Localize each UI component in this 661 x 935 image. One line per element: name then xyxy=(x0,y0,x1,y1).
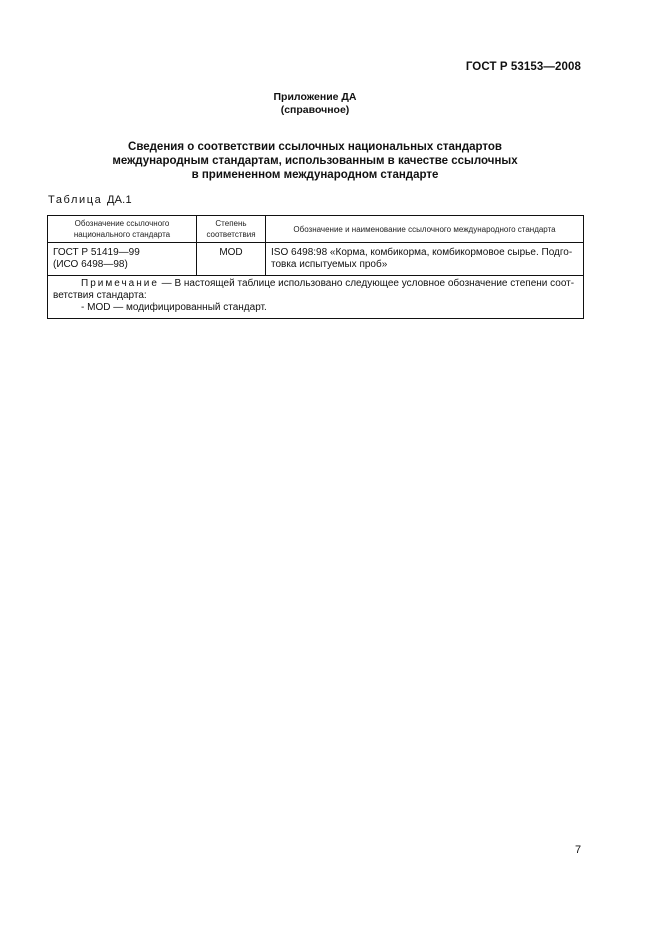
national-standard-code: ГОСТ Р 51419—99 xyxy=(53,247,140,258)
table-row xyxy=(48,243,584,276)
header-national-standard: Обозначение ссылочного национального стандарта xyxy=(48,216,197,243)
section-title-line: в примененном международном стандарте xyxy=(191,169,439,181)
table-caption-number: ДА.1 xyxy=(107,194,132,206)
page-number: 7 xyxy=(575,844,582,856)
international-standard-cell: ISO 6498:98 «Корма, комбикорма, комбикормовое сырье. Подго- товка испытуемых проб» xyxy=(266,243,584,276)
national-standard-cell xyxy=(48,243,197,276)
document-code: ГОСТ Р 53153—2008 xyxy=(465,61,581,73)
appendix-subtitle: (справочное) xyxy=(280,104,350,116)
header-international-standard: Обозначение и наименование ссылочного международного стандарта xyxy=(266,216,584,243)
note-text: В настоящей таблице использовано следующее условное обозначение степени соот- xyxy=(174,278,575,289)
standards-table xyxy=(47,215,584,319)
table-note-row xyxy=(48,276,584,319)
header-degree: Степень соответствия xyxy=(197,216,266,243)
section-title xyxy=(0,140,630,182)
section-title-line: Сведения о соответствии ссылочных национальных стандартов xyxy=(128,141,502,153)
appendix-heading xyxy=(0,91,630,117)
section-title-line: международным стандартам, использованным в качестве ссылочных xyxy=(112,155,518,167)
note-list-item: - MOD — модифицированный стандарт. xyxy=(81,302,267,313)
note-dash: — xyxy=(158,278,175,289)
table-caption xyxy=(48,194,132,206)
note-label: Примечание xyxy=(81,278,159,289)
table-note xyxy=(48,276,584,319)
degree-cell: MOD xyxy=(197,243,266,276)
national-standard-iso-ref: (ИСО 6498—98) xyxy=(53,259,128,270)
appendix-title: Приложение ДА xyxy=(273,91,357,103)
note-text-continued: ветствия стандарта: xyxy=(53,290,147,301)
table-header-row xyxy=(48,216,584,243)
table-caption-word: Таблица xyxy=(48,194,103,206)
